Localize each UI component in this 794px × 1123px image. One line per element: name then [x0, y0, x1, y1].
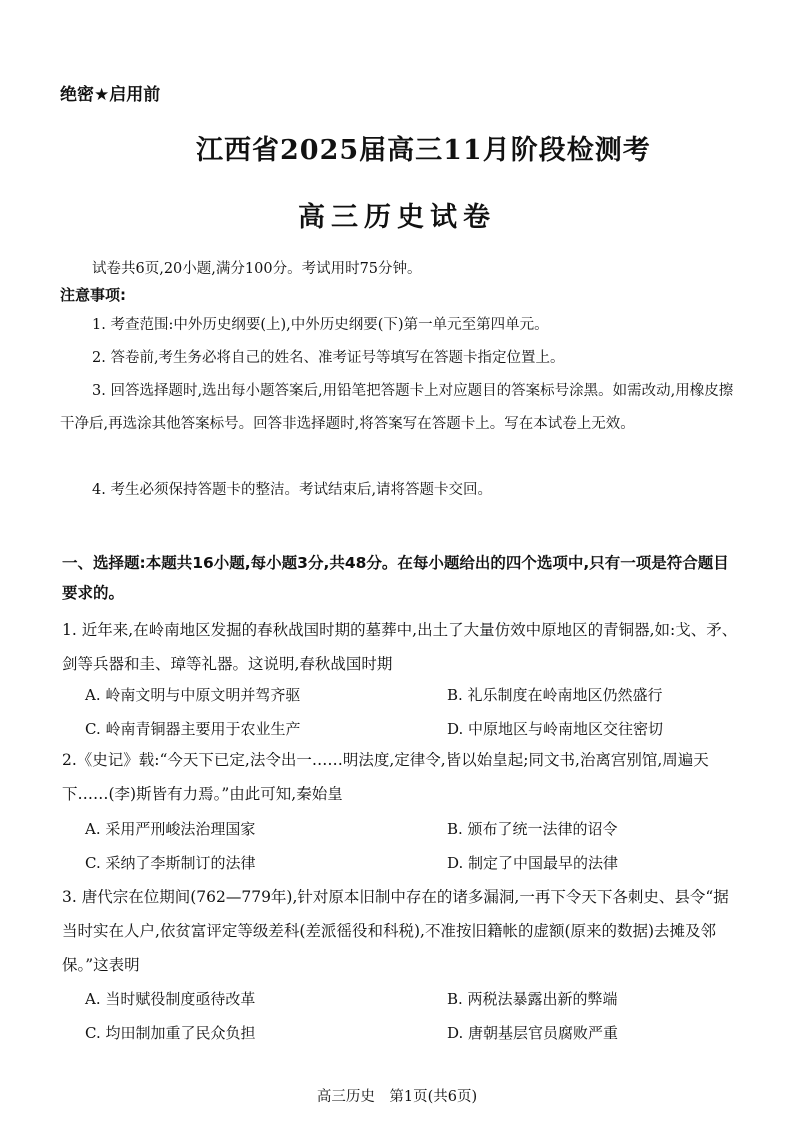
question-2-option-a: A. 采用严刑峻法治理国家	[85, 820, 256, 838]
question-2-stem: 2.《史记》载:“今天下已定,法令出一……明法度,定律令,皆以始皇起;同文书,治离宫别馆,周遍天下……(李)斯皆有力焉。”由此可知,秦始皇	[62, 751, 709, 803]
question-1-option-d: D. 中原地区与岭南地区交往密切	[447, 720, 664, 738]
notice-item-3: 3. 回答选择题时,选出每小题答案后,用铅笔把答题卡上对应题目的答案标号涂黑。如需改动,用橡皮擦干净后,再选涂其他答案标号。回答非选择题时,将答案写在答题卡上。写在本试卷上无效。	[60, 383, 734, 432]
exam-subtitle: 高三历史试卷	[298, 202, 496, 233]
confidential-label: 绝密★启用前	[60, 85, 161, 105]
question-1-option-c: C. 岭南青铜器主要用于农业生产	[85, 720, 301, 738]
exam-title: 江西省2025届高三11月阶段检测考	[196, 135, 651, 166]
page-footer: 高三历史 第1页(共6页)	[316, 1089, 478, 1105]
section-heading: 一、选择题:本题共16小题,每小题3分,共48分。在每小题给出的四个选项中,只有一项是符合题目要求的。	[62, 554, 729, 602]
question-2-option-b: B. 颁布了统一法律的诏令	[447, 820, 618, 838]
question-3-option-a: A. 当时赋役制度亟待改革	[85, 990, 256, 1008]
question-2-option-d: D. 制定了中国最早的法律	[447, 854, 619, 872]
notice-item-1: 1. 考查范围:中外历史纲要(上),中外历史纲要(下)第一单元至第四单元。	[92, 317, 549, 333]
question-3-option-d: D. 唐朝基层官员腐败严重	[447, 1024, 619, 1042]
exam-info: 试卷共6页,20小题,满分100分。考试用时75分钟。	[92, 261, 422, 277]
question-3-stem: 3. 唐代宗在位期间(762—779年),针对原本旧制中存在的诸多漏洞,一再下令天下各刺史、县令“据当时实在人户,依贫富评定等级差科(差派徭役和科税),不准按旧籍帐的虚额(原来的数据)去摊及邻保。”这表明	[62, 888, 729, 974]
question-3-option-c: C. 均田制加重了民众负担	[85, 1024, 256, 1042]
question-2-option-c: C. 采纳了李斯制订的法律	[85, 854, 256, 872]
question-1-stem: 1. 近年来,在岭南地区发掘的春秋战国时期的墓葬中,出土了大量仿效中原地区的青铜器,如:戈、矛、剑等兵器和圭、璋等礼器。这说明,春秋战国时期	[62, 621, 738, 673]
notice-item-4: 4. 考生必须保持答题卡的整洁。考试结束后,请将答题卡交回。	[92, 482, 493, 498]
notice-heading: 注意事项:	[60, 286, 126, 304]
question-1-option-b: B. 礼乐制度在岭南地区仍然盛行	[447, 686, 663, 704]
notice-item-2: 2. 答卷前,考生务必将自己的姓名、准考证号等填写在答题卡指定位置上。	[92, 350, 565, 366]
question-3-option-b: B. 两税法暴露出新的弊端	[447, 990, 618, 1008]
question-1-option-a: A. 岭南文明与中原文明并驾齐驱	[85, 686, 301, 704]
